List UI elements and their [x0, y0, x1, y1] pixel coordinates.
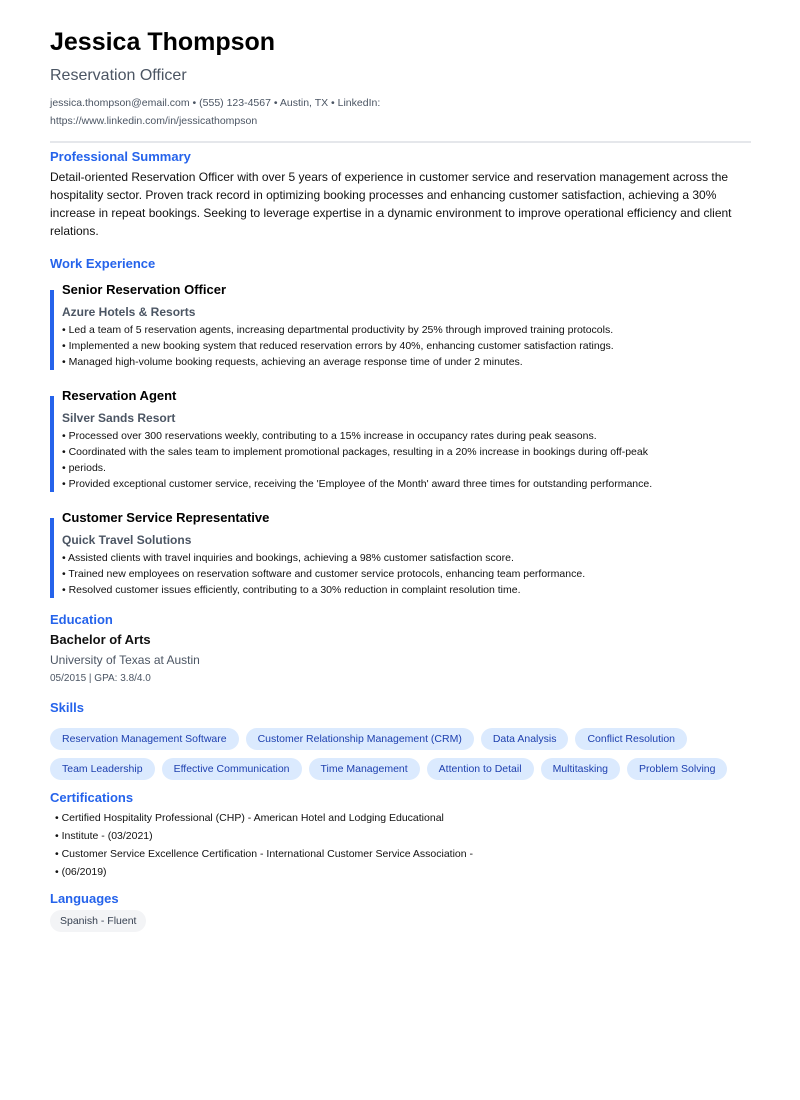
contact-info: jessica.thompson@email.com • (555) 123-4567 • Austin, TX • LinkedIn: https://www.linkedin.com/in/jessicathompson [50, 97, 381, 127]
skill-tag: Customer Relationship Management (CRM) [246, 728, 474, 750]
job-bullets [54, 428, 751, 492]
job-bullets [54, 550, 751, 598]
education-heading: Education [50, 612, 113, 627]
job-entry [50, 510, 751, 598]
degree: Bachelor of Arts [50, 632, 151, 647]
resume [50, 26, 751, 932]
language-tag: Spanish - Fluent [50, 910, 146, 932]
summary-text: Detail-oriented Reservation Officer with over 5 years of experience in customer service and reservation management across the hospitality sector. Proven track record in optimizing booking processes and enhancing customer satisfaction, achieving a 30% increase in repeat bookings. Seeking to leverage expertise in a dynamic environment to improve operational efficiency and client relations. [50, 170, 732, 238]
job-bullet: • Trained new employees on reservation software and customer service protocols, enhancing team performance. [62, 568, 586, 580]
certification-item: • Institute - (03/2021) [55, 830, 153, 842]
education-meta: 05/2015 | GPA: 3.8/4.0 [50, 673, 151, 684]
job-title: Reservation Agent [62, 388, 177, 403]
job-bullet: • Resolved customer issues efficiently, contributing to a 30% reduction in complaint resolution time. [62, 584, 521, 596]
languages-heading: Languages [50, 891, 119, 906]
job-list [50, 282, 751, 598]
certifications-heading: Certifications [50, 790, 134, 805]
skill-tag: Attention to Detail [427, 758, 534, 780]
job-title: Customer Service Representative [62, 510, 270, 525]
job-bullet: • Implemented a new booking system that reduced reservation errors by 40%, enhancing customer satisfaction ratings. [62, 340, 614, 352]
skill-tag: Time Management [309, 758, 420, 780]
job-bullet: • Managed high-volume booking requests, achieving an average response time of under 2 minutes. [62, 356, 523, 368]
skill-tag: Problem Solving [627, 758, 727, 780]
candidate-title: Reservation Officer [50, 67, 187, 84]
candidate-name: Jessica Thompson [50, 28, 276, 56]
skill-tag: Team Leadership [50, 758, 155, 780]
company-name: Azure Hotels & Resorts [62, 305, 196, 319]
summary-heading: Professional Summary [50, 149, 191, 164]
job-bullet: • Provided exceptional customer service, receiving the 'Employee of the Month' award three times for outstanding performance. [62, 478, 653, 490]
job-title: Senior Reservation Officer [62, 282, 226, 297]
certification-item: • (06/2019) [55, 866, 107, 878]
divider [50, 141, 751, 143]
job-entry [50, 388, 751, 492]
experience-heading: Work Experience [50, 256, 156, 271]
job-bullet: • Processed over 300 reservations weekly, contributing to a 15% increase in occupancy rates during peak seasons. [62, 430, 597, 442]
job-entry [50, 282, 751, 370]
skill-tag: Conflict Resolution [575, 728, 687, 750]
job-bullet: • Led a team of 5 reservation agents, increasing departmental productivity by 25% through improved training protocols. [62, 324, 614, 336]
certification-item: • Customer Service Excellence Certification - International Customer Service Association - [55, 848, 474, 860]
skill-tag: Data Analysis [481, 728, 569, 750]
company-name: Silver Sands Resort [62, 411, 176, 425]
job-bullet: • Coordinated with the sales team to implement promotional packages, resulting in a 20% increase in bookings during off-peak [62, 446, 648, 458]
languages-list [50, 910, 751, 932]
job-bullets [54, 322, 751, 370]
skills-heading: Skills [50, 700, 84, 715]
job-bullet: • periods. [62, 462, 106, 474]
skill-tag: Effective Communication [162, 758, 302, 780]
certifications-list [50, 809, 751, 881]
company-name: Quick Travel Solutions [62, 533, 192, 547]
skills-list [50, 728, 751, 780]
skill-tag: Reservation Management Software [50, 728, 239, 750]
school: University of Texas at Austin [50, 653, 200, 667]
job-bullet: • Assisted clients with travel inquiries and bookings, achieving a 98% customer satisfaction score. [62, 552, 514, 564]
skill-tag: Multitasking [541, 758, 620, 780]
certification-item: • Certified Hospitality Professional (CHP) - American Hotel and Lodging Educational [55, 812, 444, 824]
